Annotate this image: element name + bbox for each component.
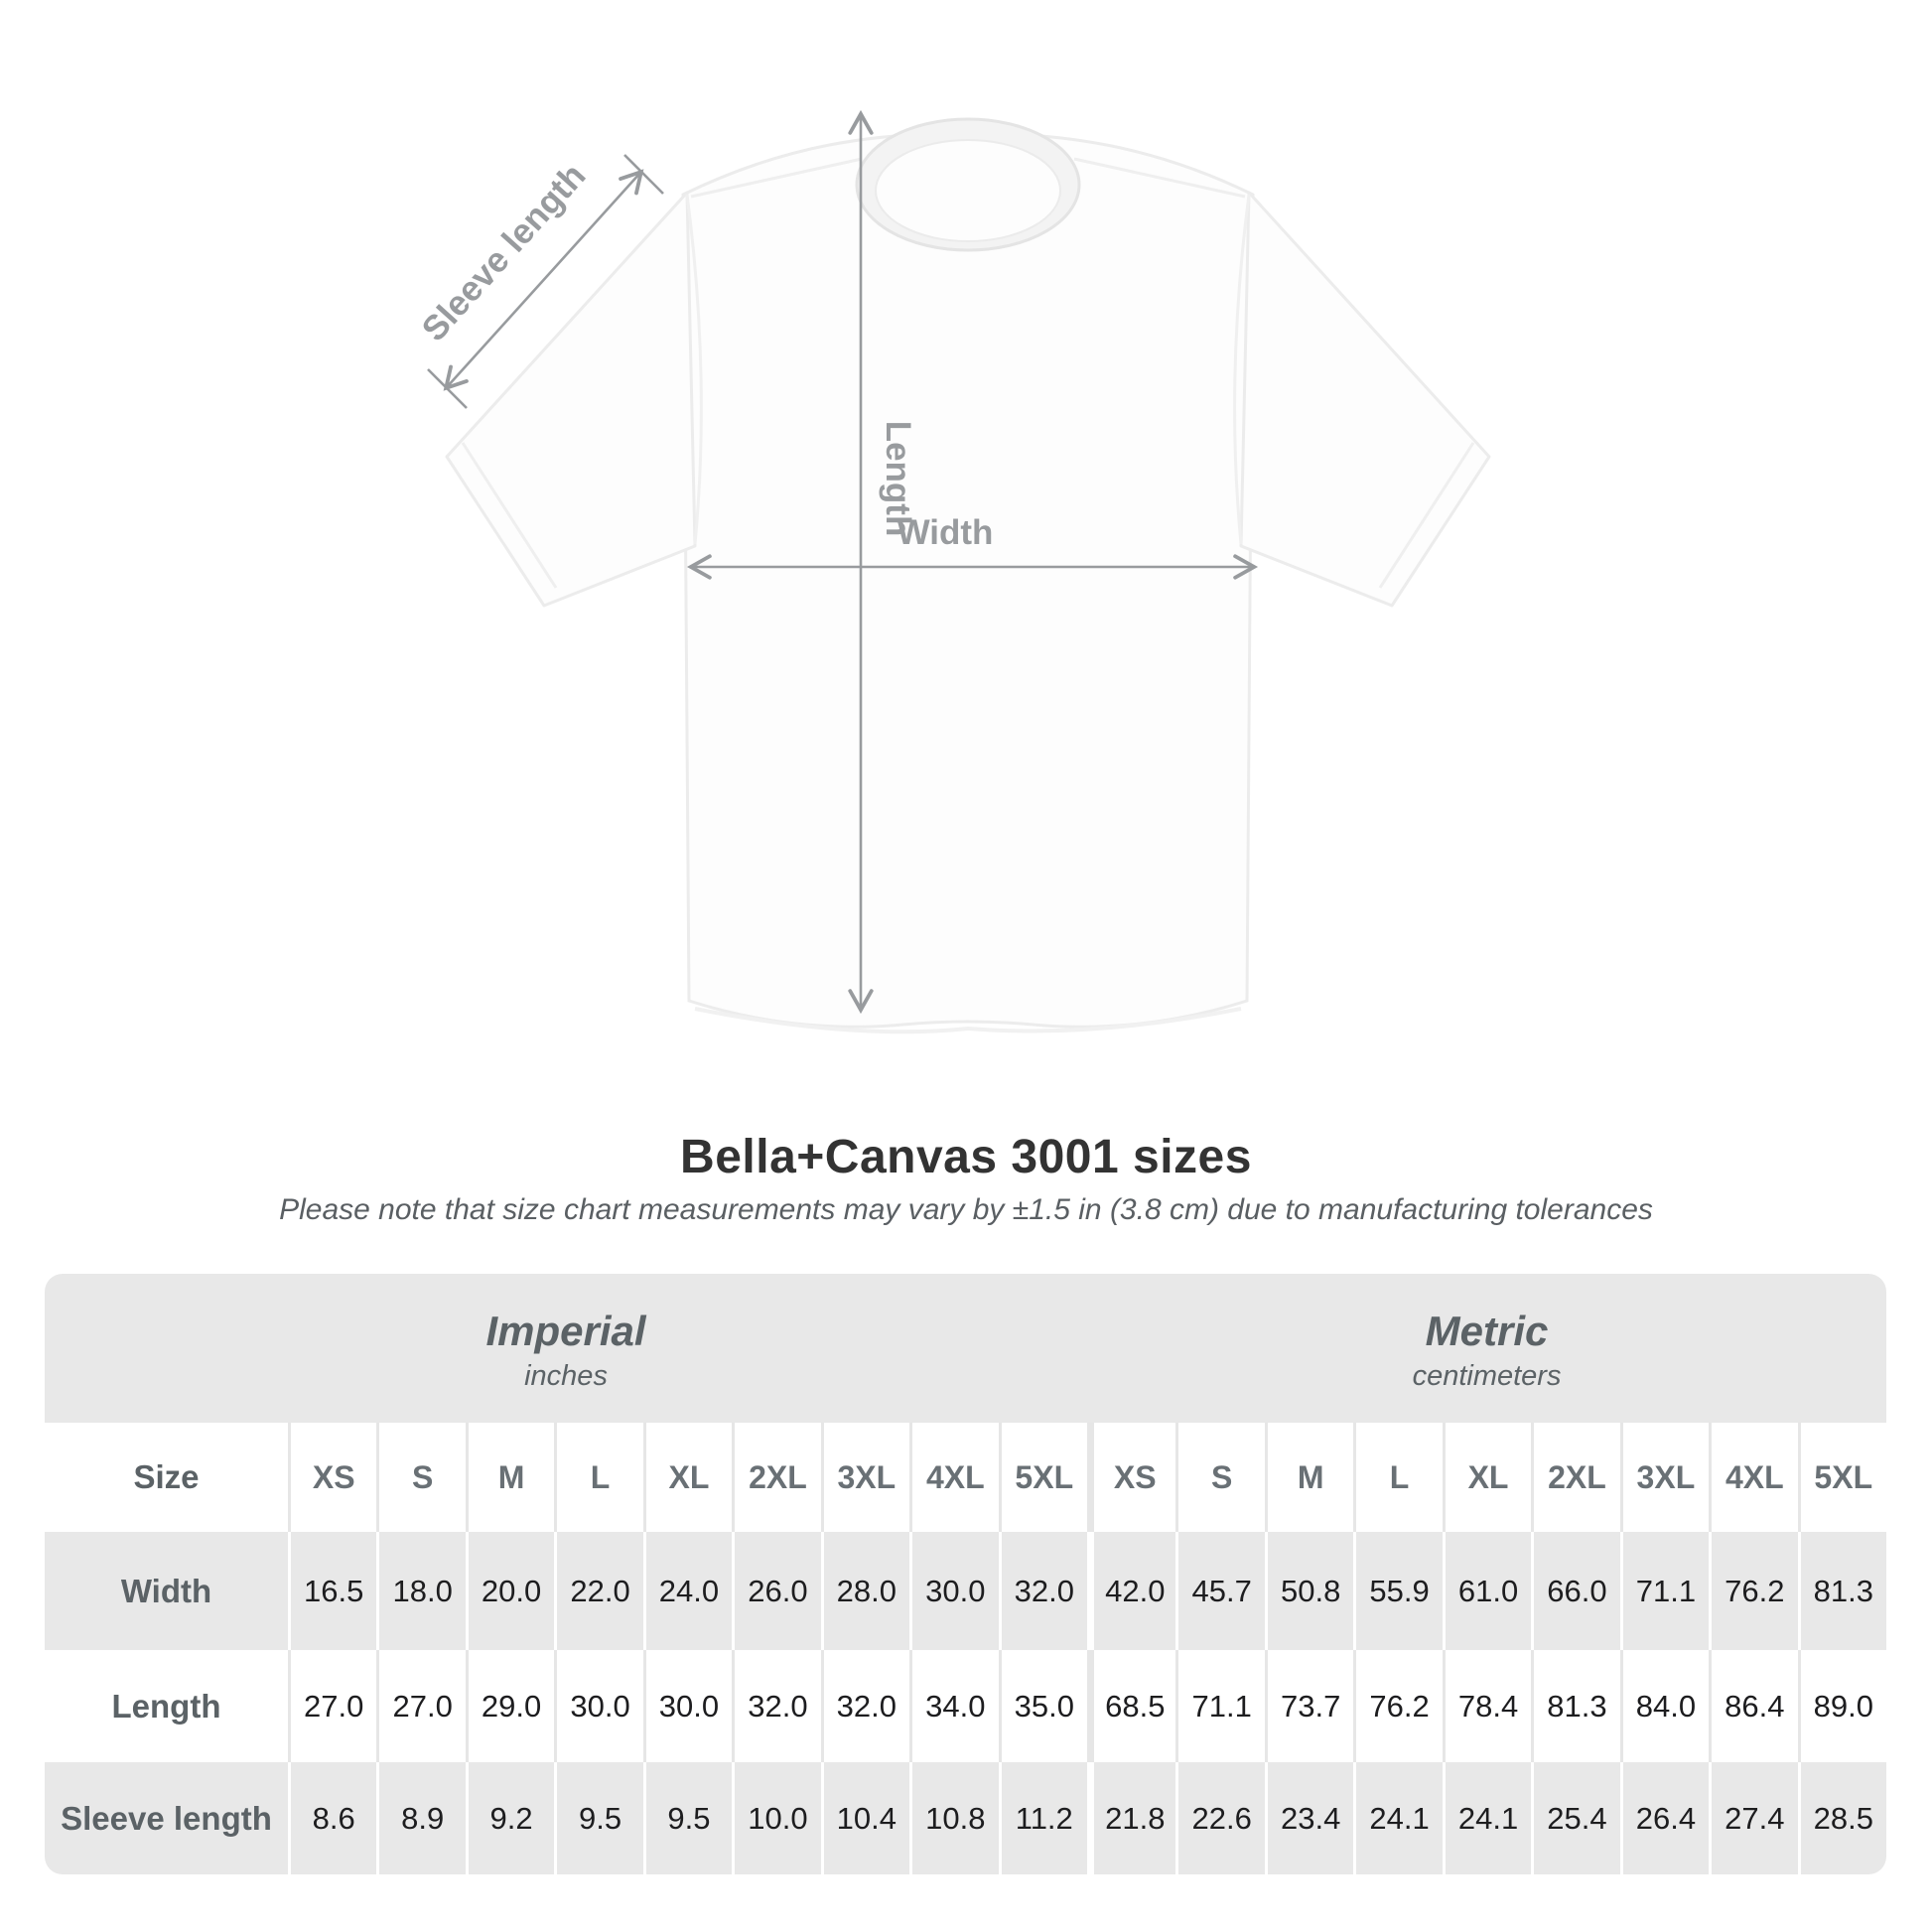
size-col-header: 3XL	[1620, 1423, 1709, 1532]
table-cell: 81.3	[1798, 1532, 1886, 1650]
table-cell: 27.0	[376, 1650, 465, 1762]
metric-title: Metric	[1425, 1308, 1549, 1355]
length-label: Length	[879, 420, 917, 537]
size-col-header: 4XL	[909, 1423, 998, 1532]
table-cell: 8.6	[288, 1762, 376, 1874]
table-cell: 21.8	[1087, 1762, 1175, 1874]
sleeve-arrow-tick-bottom	[428, 369, 467, 408]
table-cell: 66.0	[1531, 1532, 1619, 1650]
table-cell: 30.0	[554, 1650, 642, 1762]
size-col-header: M	[1265, 1423, 1353, 1532]
size-col-header: XS	[288, 1423, 376, 1532]
imperial-unit: inches	[524, 1359, 608, 1392]
table-cell: 24.1	[1353, 1762, 1442, 1874]
unit-header-row	[45, 1274, 1886, 1423]
table-cell: 29.0	[466, 1650, 554, 1762]
page-title: Bella+Canvas 3001 sizes	[680, 1131, 1252, 1183]
size-table-grid	[45, 1274, 1886, 1874]
table-cell: 27.4	[1709, 1762, 1797, 1874]
table-cell: 24.1	[1443, 1762, 1531, 1874]
tolerance-note: Please note that size chart measurements may vary by ±1.5 in (3.8 cm) due to manufacturing tolerances	[279, 1193, 1653, 1226]
size-header-row	[45, 1423, 1886, 1532]
table-cell: 9.5	[554, 1762, 642, 1874]
tshirt-body	[683, 133, 1253, 1027]
row-label-width: Width	[45, 1532, 288, 1650]
width-row	[45, 1532, 1886, 1650]
table-cell: 42.0	[1087, 1532, 1175, 1650]
table-cell: 22.0	[554, 1532, 642, 1650]
row-label-length: Length	[45, 1650, 288, 1762]
imperial-title: Imperial	[485, 1308, 646, 1355]
metric-header	[1087, 1274, 1886, 1423]
size-col-header: 2XL	[732, 1423, 820, 1532]
table-cell: 32.0	[821, 1650, 909, 1762]
width-label: Width	[897, 513, 994, 552]
table-cell: 73.7	[1265, 1650, 1353, 1762]
table-cell: 24.0	[643, 1532, 732, 1650]
sleeve-arrow-tick-top	[624, 155, 663, 194]
table-cell: 16.5	[288, 1532, 376, 1650]
table-cell: 50.8	[1265, 1532, 1353, 1650]
tshirt-illustration	[447, 119, 1489, 1032]
table-cell: 20.0	[466, 1532, 554, 1650]
table-cell: 25.4	[1531, 1762, 1619, 1874]
table-cell: 30.0	[643, 1650, 732, 1762]
table-cell: 8.9	[376, 1762, 465, 1874]
table-cell: 10.0	[732, 1762, 820, 1874]
size-col-header: L	[1353, 1423, 1442, 1532]
table-cell: 76.2	[1353, 1650, 1442, 1762]
table-cell: 23.4	[1265, 1762, 1353, 1874]
table-cell: 61.0	[1443, 1532, 1531, 1650]
table-cell: 10.4	[821, 1762, 909, 1874]
table-cell: 81.3	[1531, 1650, 1619, 1762]
table-cell: 71.1	[1620, 1532, 1709, 1650]
table-cell: 71.1	[1175, 1650, 1264, 1762]
size-col-header: S	[376, 1423, 465, 1532]
size-col-header: XS	[1087, 1423, 1175, 1532]
size-col-header: M	[466, 1423, 554, 1532]
metric-unit: centimeters	[1412, 1359, 1562, 1392]
table-cell: 28.5	[1798, 1762, 1886, 1874]
table-cell: 32.0	[732, 1650, 820, 1762]
length-row	[45, 1650, 1886, 1762]
sleeve-length-label: Sleeve length	[414, 156, 594, 349]
table-cell: 55.9	[1353, 1532, 1442, 1650]
table-cell: 9.2	[466, 1762, 554, 1874]
table-cell: 18.0	[376, 1532, 465, 1650]
collar-inner	[876, 140, 1060, 241]
table-cell: 26.0	[732, 1532, 820, 1650]
table-cell: 11.2	[999, 1762, 1088, 1874]
table-cell: 22.6	[1175, 1762, 1264, 1874]
table-cell: 35.0	[999, 1650, 1088, 1762]
table-cell: 26.4	[1620, 1762, 1709, 1874]
table-cell: 84.0	[1620, 1650, 1709, 1762]
table-cell: 9.5	[643, 1762, 732, 1874]
table-cell: 34.0	[909, 1650, 998, 1762]
size-col-header: XL	[1443, 1423, 1531, 1532]
size-col-header: 3XL	[821, 1423, 909, 1532]
table-cell: 78.4	[1443, 1650, 1531, 1762]
table-cell: 32.0	[999, 1532, 1088, 1650]
size-table	[45, 1274, 1886, 1874]
table-cell: 28.0	[821, 1532, 909, 1650]
table-cell: 30.0	[909, 1532, 998, 1650]
table-cell: 68.5	[1087, 1650, 1175, 1762]
row-label-sleeve-length: Sleeve length	[45, 1762, 288, 1874]
size-col-header: XL	[643, 1423, 732, 1532]
size-col-header: S	[1175, 1423, 1264, 1532]
table-cell: 76.2	[1709, 1532, 1797, 1650]
tshirt-right-sleeve	[1241, 193, 1489, 606]
table-cell: 10.8	[909, 1762, 998, 1874]
size-col-header: 5XL	[999, 1423, 1088, 1532]
table-cell: 86.4	[1709, 1650, 1797, 1762]
size-col-header: L	[554, 1423, 642, 1532]
size-col-header: 4XL	[1709, 1423, 1797, 1532]
row-label-size: Size	[45, 1423, 288, 1532]
size-col-header: 2XL	[1531, 1423, 1619, 1532]
table-cell: 89.0	[1798, 1650, 1886, 1762]
sleeve-length-row	[45, 1762, 1886, 1874]
table-cell: 45.7	[1175, 1532, 1264, 1650]
table-cell: 27.0	[288, 1650, 376, 1762]
imperial-header	[45, 1274, 1087, 1423]
size-col-header: 5XL	[1798, 1423, 1886, 1532]
